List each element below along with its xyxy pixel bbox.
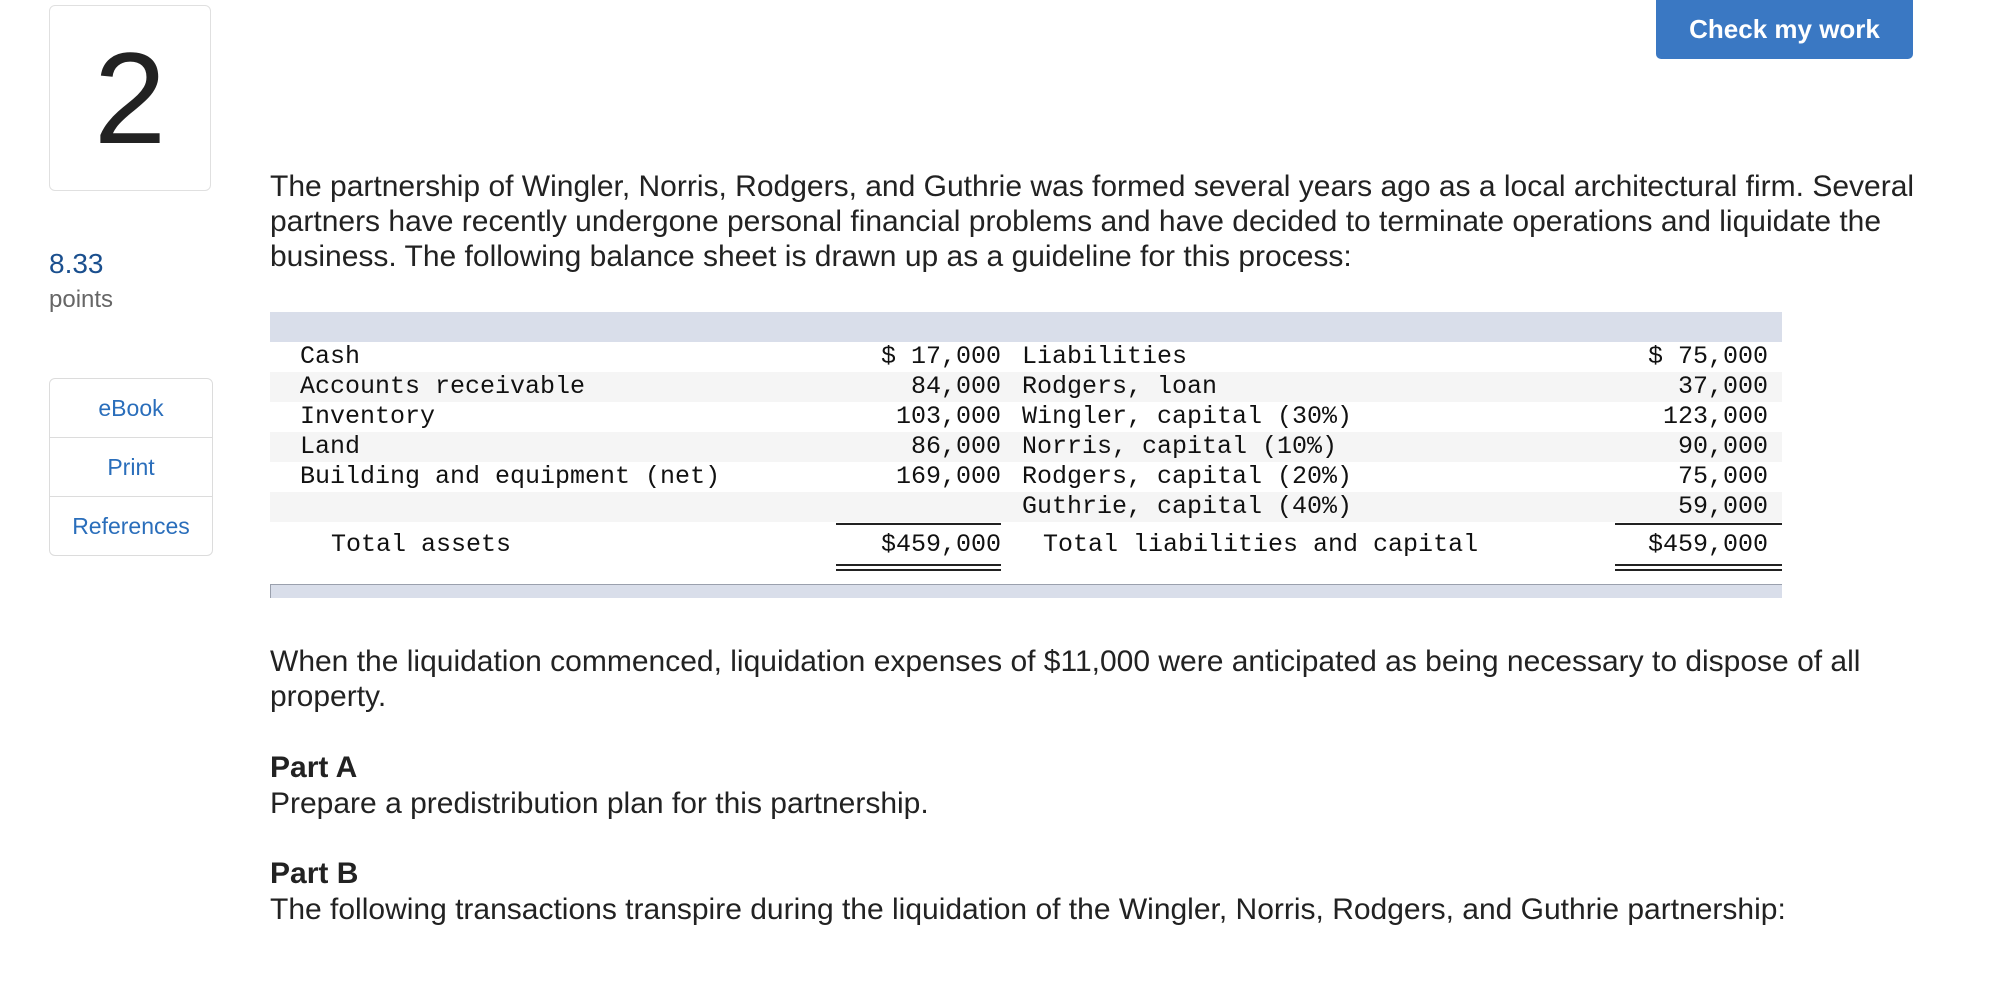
references-link[interactable]: References [72, 512, 190, 539]
part-b-text: The following transactions transpire during the liquidation of the Wingler, Norris, Rodgers, and Guthrie partnership: [270, 893, 1786, 926]
table-row [270, 462, 1782, 492]
asset-amount: $ 17,000 [880, 342, 1001, 371]
liability-amount: 90,000 [1677, 432, 1768, 461]
asset-amount: 103,000 [895, 402, 1001, 431]
liability-label: Norris, capital (10%) [1022, 432, 1338, 461]
liability-label: Guthrie, capital (40%) [1022, 492, 1353, 521]
total-assets-label: Total assets [331, 530, 512, 559]
total-liabilities-label: Total liabilities and capital [1043, 530, 1479, 559]
part-a-text: Prepare a predistribution plan for this partnership. [270, 787, 929, 820]
question-tools [49, 378, 213, 556]
table-row [270, 432, 1782, 462]
part-b-heading: Part B [270, 857, 359, 890]
liability-amount: 123,000 [1662, 402, 1768, 431]
liability-amount: $ 75,000 [1647, 342, 1768, 371]
subtotal-underline-liabilities [1615, 523, 1782, 525]
total-liabilities-amount: $459,000 [1647, 530, 1768, 559]
asset-label: Accounts receivable [300, 372, 586, 401]
question-number-box [49, 5, 211, 191]
totals-row [270, 530, 1782, 560]
asset-amount: 169,000 [895, 462, 1001, 491]
table-row [270, 372, 1782, 402]
ebook-link[interactable]: eBook [50, 379, 212, 438]
asset-label: Land [300, 432, 361, 461]
table-row [270, 492, 1782, 522]
asset-label: Building and equipment (net) [300, 462, 721, 491]
total-double-underline-assets [836, 564, 1001, 571]
points-label: points [49, 286, 114, 313]
print-link[interactable]: Print [50, 438, 212, 497]
asset-label: Inventory [300, 402, 436, 431]
asset-label: Cash [300, 342, 361, 371]
liability-label: Rodgers, capital (20%) [1022, 462, 1353, 491]
check-my-work-button[interactable]: Check my work [1656, 0, 1913, 59]
points-value: 8.33 [49, 248, 104, 279]
intro-paragraph: The partnership of Wingler, Norris, Rodgers, and Guthrie was formed several years ago as a local architectural firm. Several partners have recently undergone personal financial problems and have decided to terminate operations and liquidate the business. The following balance sheet is drawn up as a guideline for this process: [270, 170, 1915, 273]
balance-sheet [270, 312, 1782, 598]
liability-amount: 37,000 [1677, 372, 1768, 401]
asset-amount: 86,000 [910, 432, 1001, 461]
total-assets-amount: $459,000 [880, 530, 1001, 559]
liability-label: Wingler, capital (30%) [1022, 402, 1353, 431]
liability-amount: 75,000 [1677, 462, 1768, 491]
liability-label: Liabilities [1022, 342, 1188, 371]
table-row [270, 402, 1782, 432]
table-row [270, 342, 1782, 372]
balance-sheet-header-bar [270, 312, 1782, 342]
part-a-heading: Part A [270, 751, 358, 784]
balance-sheet-footer-bar [270, 584, 1782, 598]
liability-label: Rodgers, loan [1022, 372, 1218, 401]
asset-amount: 84,000 [910, 372, 1001, 401]
liquidation-paragraph: When the liquidation commenced, liquidation expenses of $11,000 were anticipated as being necessary to dispose of all property. [270, 645, 1861, 713]
subtotal-underline-assets [836, 523, 1001, 525]
total-double-underline-liabilities [1615, 564, 1782, 571]
liability-amount: 59,000 [1677, 492, 1768, 521]
question-number: 2 [93, 25, 167, 171]
